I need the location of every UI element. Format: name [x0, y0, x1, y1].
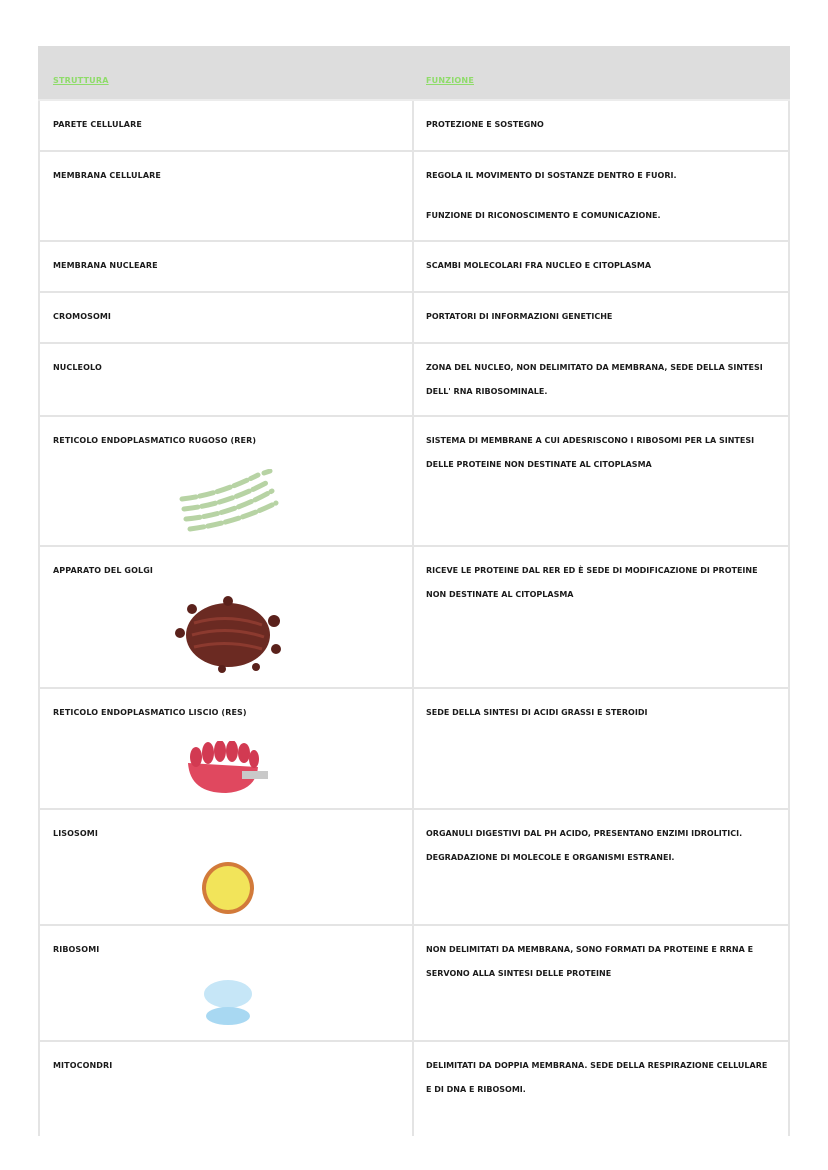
organelle-table: [38, 46, 790, 1136]
structure-name: CROMOSOMI: [53, 312, 111, 321]
structure-name: MITOCONDRI: [53, 1061, 113, 1070]
function-text: ORGANULI DIGESTIVI DAL PH ACIDO, PRESENTANO ENZIMI IDROLITICI. DEGRADAZIONE DI MOLECOLE E ORGANISMI ESTRANEI.: [426, 829, 743, 862]
function-text: PORTATORI DI INFORMAZIONI GENETICHE: [426, 312, 613, 321]
header-function: FUNZIONE: [426, 76, 474, 85]
ribosome-icon: [202, 978, 254, 1028]
structure-name: NUCLEOLO: [53, 363, 102, 372]
function-text: SCAMBI MOLECOLARI FRA NUCLEO E CITOPLASMA: [426, 261, 652, 270]
structure-name: RETICOLO ENDOPLASMATICO LISCIO (RES): [53, 708, 247, 717]
structure-name: RIBOSOMI: [53, 945, 100, 954]
function-text: SEDE DELLA SINTESI DI ACIDI GRASSI E STEROIDI: [426, 708, 648, 717]
function-text: ZONA DEL NUCLEO, NON DELIMITATO DA MEMBRANA, SEDE DELLA SINTESI DELL' RNA RIBOSOMINALE.: [426, 363, 763, 396]
table-row: [38, 293, 790, 344]
golgi-icon: [170, 595, 286, 675]
structure-name: RETICOLO ENDOPLASMATICO RUGOSO (RER): [53, 436, 257, 445]
structure-name: MEMBRANA NUCLEARE: [53, 261, 158, 270]
function-text: NON DELIMITATI DA MEMBRANA, SONO FORMATI DA PROTEINE E RRNA E SERVONO ALLA SINTESI DELLE PROTEINE: [426, 945, 754, 978]
table-row: [38, 547, 790, 689]
table-row: [38, 1042, 790, 1136]
function-text: REGOLA IL MOVIMENTO DI SOSTANZE DENTRO E FUORI.: [426, 171, 677, 180]
table-row: [38, 101, 790, 152]
table-header: [38, 46, 790, 101]
rough-er-icon: [178, 469, 282, 533]
header-structure: STRUTTURA: [53, 76, 109, 85]
function-text: FUNZIONE DI RICONOSCIMENTO E COMUNICAZIONE.: [426, 210, 661, 220]
table-row: [38, 242, 790, 293]
table-row: [38, 926, 790, 1042]
table-row: [38, 417, 790, 547]
structure-name: MEMBRANA CELLULARE: [53, 171, 161, 180]
function-text: RICEVE LE PROTEINE DAL RER ED È SEDE DI MODIFICAZIONE DI PROTEINE NON DESTINATE AL CITOPLASMA: [426, 566, 758, 599]
table-row: [38, 152, 790, 242]
table-row: [38, 689, 790, 810]
smooth-er-icon: [184, 741, 274, 797]
structure-name: APPARATO DEL GOLGI: [53, 566, 153, 575]
structure-name: LISOSOMI: [53, 829, 98, 838]
function-text: PROTEZIONE E SOSTEGNO: [426, 120, 544, 129]
lysosome-icon: [200, 860, 256, 916]
table-row: [38, 344, 790, 417]
structure-name: PARETE CELLULARE: [53, 120, 142, 129]
table-row: [38, 810, 790, 926]
function-text: DELIMITATI DA DOPPIA MEMBRANA. SEDE DELLA RESPIRAZIONE CELLULARE E DI DNA E RIBOSOMI.: [426, 1061, 768, 1094]
function-text: SISTEMA DI MEMBRANE A CUI ADESRISCONO I RIBOSOMI PER LA SINTESI DELLE PROTEINE NON DESTINATE AL CITOPLASMA: [426, 436, 755, 469]
